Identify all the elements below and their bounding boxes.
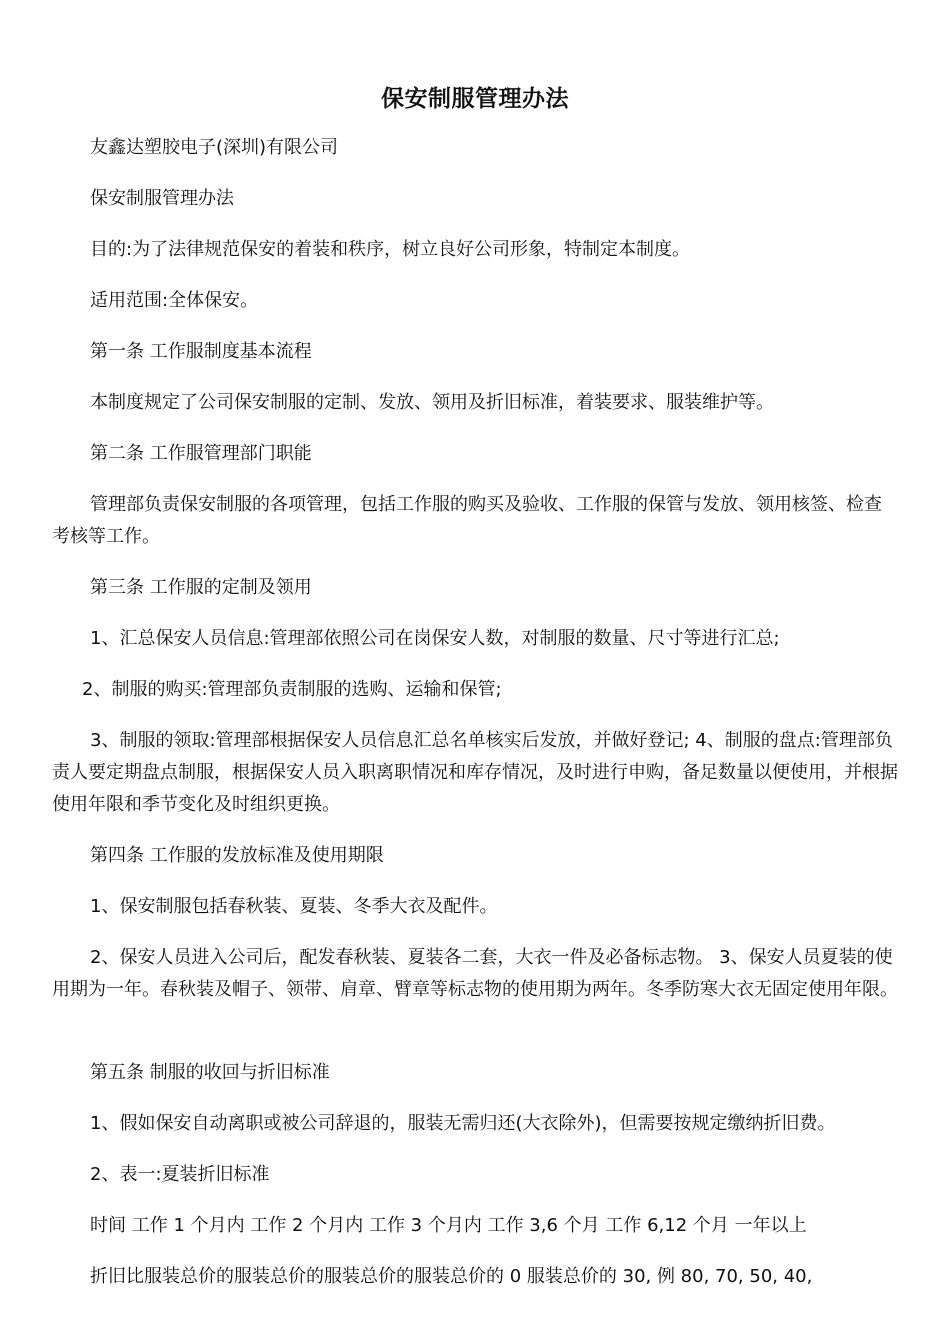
article-1-heading: 第一条 工作服制度基本流程	[90, 341, 312, 362]
article-4-item-1: 1、保安制服包括春秋装、夏装、冬季大衣及配件。	[90, 896, 498, 917]
article-4-heading: 第四条 工作服的发放标准及使用期限	[90, 845, 384, 866]
document-title: 保安制服管理办法	[381, 86, 569, 112]
article-3-item-1: 1、汇总保安人员信息:管理部依照公司在岗保安人数，对制服的数量、尺寸等进行汇总;	[90, 628, 780, 649]
article-5-item-2: 2、表一:夏装折旧标准	[90, 1164, 270, 1185]
article-2-body: 管理部负责保安制服的各项管理，包括工作服的购买及验收、工作服的保管与发放、领用核签、检查考核等工作。	[52, 494, 882, 547]
table-header-row: 时间 工作 1 个月内 工作 2 个月内 工作 3 个月内 工作 3,6 个月 工作 6,12 个月 一年以上	[90, 1215, 807, 1236]
table-data-row: 折旧比服装总价的服装总价的服装总价的服装总价的 0 服装总价的 30, 例 80, 70, 50, 40,	[90, 1266, 813, 1287]
paragraph-scope: 适用范围:全体保安。	[90, 290, 259, 311]
article-1-body: 本制度规定了公司保安制服的定制、发放、领用及折旧标准，着装要求、服装维护等。	[90, 392, 774, 413]
paragraph-doc-name: 保安制服管理办法	[90, 188, 234, 209]
paragraph-purpose: 目的:为了法律规范保安的着装和秩序，树立良好公司形象，特制定本制度。	[90, 239, 691, 260]
article-3-heading: 第三条 工作服的定制及领用	[90, 577, 312, 598]
article-3-item-2: 2、制服的购买:管理部负责制服的选购、运输和保管;	[82, 679, 502, 700]
article-5-heading: 第五条 制服的收回与折旧标准	[90, 1062, 330, 1083]
paragraph-company: 友鑫达塑胶电子(深圳)有限公司	[90, 137, 339, 158]
article-2-heading: 第二条 工作服管理部门职能	[90, 443, 312, 464]
article-4-item-2-3: 2、保安人员进入公司后，配发春秋装、夏装各二套，大衣一件及必备标志物。 3、保安人员夏装的使用期为一年。春秋装及帽子、领带、肩章、臂章等标志物的使用期为两年。冬季防寒大衣无固定使用年限。	[52, 947, 898, 1000]
article-5-item-1: 1、假如保安自动离职或被公司辞退的，服装无需归还(大衣除外)，但需要按规定缴纳折旧费。	[90, 1113, 836, 1134]
article-3-item-3-4: 3、制服的领取:管理部根据保安人员信息汇总名单核实后发放，并做好登记; 4、制服的盘点:管理部负责人要定期盘点制服，根据保安人员入职离职情况和库存情况，及时进行申购，备足数量以便使用，并根据使用年限和季节变化及时组织更换。	[52, 730, 898, 815]
